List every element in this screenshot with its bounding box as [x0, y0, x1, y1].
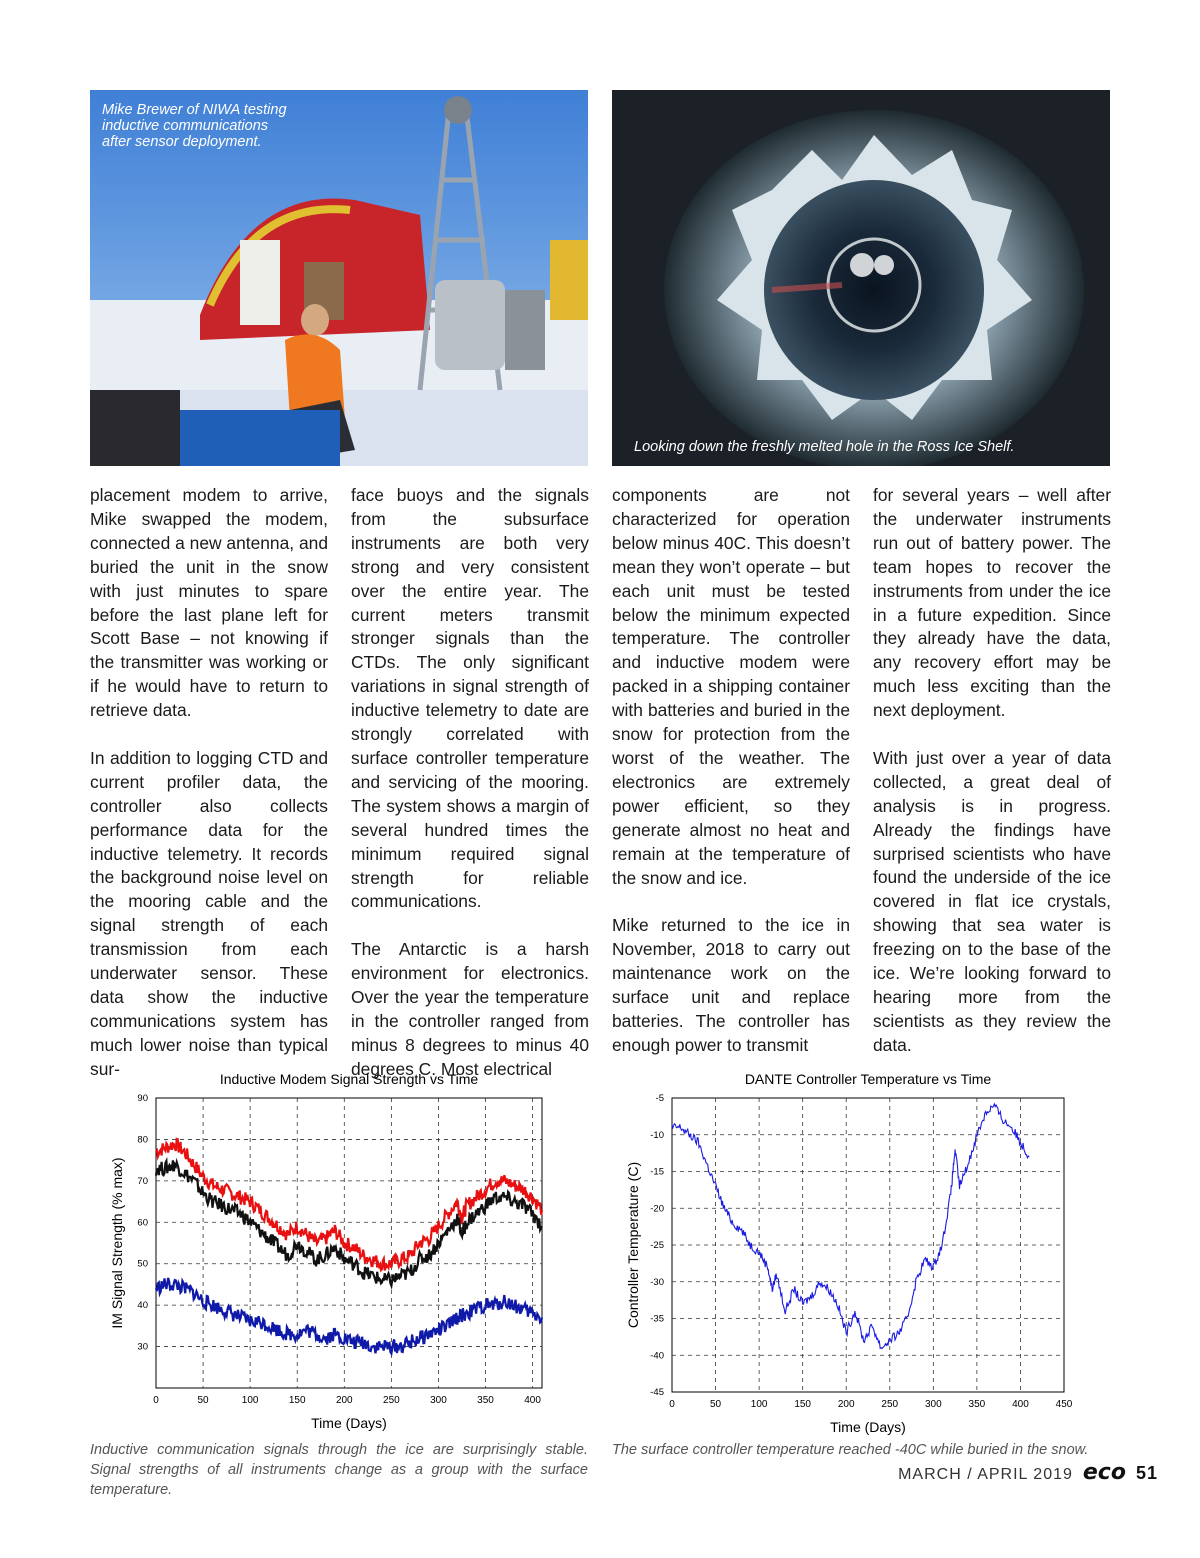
paragraph: The Antarctic is a harsh environment for electronics. Over the year the temperature in the controller ranged from minus 8 degrees to minus 40 degrees C. Most electrical	[351, 939, 589, 1079]
x-tick-label: 200	[335, 1395, 353, 1406]
x-tick-label: 150	[288, 1395, 306, 1406]
issue-date: MARCH / APRIL 2019	[898, 1466, 1073, 1483]
text-column-3	[612, 484, 850, 1058]
y-tick-label: 60	[137, 1217, 148, 1229]
chart-controller-temperature	[612, 1062, 1112, 1447]
photo-caption-left: Mike Brewer of NIWA testing inductive communications after sensor deployment.	[102, 102, 287, 150]
paragraph: placement modem to arrive, Mike swapped the modem, connected a new antenna, and buried the unit in the snow with just minutes to spare before the last plane left for Scott Base – not knowing if the transmitter was working or if he would have to return to retrieve data.	[90, 485, 328, 721]
x-tick-label: 250	[881, 1399, 899, 1410]
y-axis-label: IM Signal Strength (% max)	[109, 1157, 125, 1329]
photo-ice-hole	[612, 90, 1110, 466]
y-tick-label: -10	[650, 1129, 664, 1141]
paragraph: In addition to logging CTD and current profiler data, the controller also collects performance data for the inductive telemetry. It records the background noise level on the mooring cable and the signal strength of each transmission from each underwater sensor. These data show the inductive communications system has much lower noise than typical sur-	[90, 747, 328, 1079]
y-tick-label: -25	[650, 1240, 664, 1251]
x-tick-label: 300	[430, 1395, 447, 1406]
x-tick-label: 150	[794, 1399, 812, 1410]
x-tick-label: 400	[524, 1395, 541, 1406]
page-footer	[898, 1460, 1158, 1485]
y-tick-label: 90	[137, 1093, 148, 1104]
chart-title: DANTE Controller Temperature vs Time	[744, 1071, 992, 1087]
paragraph: components are not characterized for operation below minus 40C. This doesn’t mean they won’t operate – but each unit must be tested below the minimum expected temperature. The controller and inductive modem were packed in a shipping container with batteries and buried in the snow for protection from the worst of the weather. The electronics are extremely power efficient, so they generate almost no heat and remain at the temperature of the snow and ice.	[612, 485, 850, 888]
x-tick-label: 0	[669, 1399, 675, 1410]
x-tick-label: 350	[477, 1395, 494, 1406]
series-line	[672, 1104, 1029, 1349]
y-tick-label: 80	[137, 1134, 148, 1146]
text-column-2	[351, 484, 589, 1082]
text-column-1	[90, 484, 328, 1082]
x-axis-label: Time (Days)	[830, 1419, 906, 1435]
y-tick-label: -15	[650, 1166, 664, 1178]
y-tick-label: 30	[137, 1341, 148, 1353]
photo-ice-camp	[90, 90, 588, 466]
y-tick-label: 50	[137, 1258, 148, 1270]
x-tick-label: 400	[1012, 1399, 1029, 1410]
y-tick-label: 70	[137, 1175, 148, 1187]
y-axis-label: Controller Temperature (C)	[625, 1161, 641, 1329]
page-number: 51	[1135, 1463, 1158, 1483]
x-tick-label: 350	[968, 1399, 986, 1410]
text-column-4	[873, 484, 1111, 1058]
x-tick-label: 100	[750, 1399, 768, 1410]
x-tick-label: 250	[383, 1395, 400, 1406]
x-tick-label: 50	[709, 1399, 722, 1410]
paragraph: With just over a year of data collected, a great deal of analysis is in progress. Already the findings have surprised scientists who have found the underside of the ice covered in flat ice crystals, showing that sea water is freezing on to the base of the ice. We’re looking forward to hearing more from the scientists as they review the data.	[873, 747, 1111, 1055]
chart-title: Inductive Modem Signal Strength vs Time	[219, 1071, 479, 1087]
series-line	[156, 1160, 542, 1285]
y-tick-label: -30	[650, 1276, 664, 1288]
y-tick-label: -5	[655, 1093, 664, 1104]
x-tick-label: 200	[837, 1399, 855, 1410]
x-tick-label: 50	[197, 1395, 209, 1406]
y-tick-label: 40	[137, 1300, 148, 1312]
series-line	[156, 1278, 542, 1354]
paragraph: face buoys and the signals from the subsurface instruments are both very strong and very consistent over the entire year. The current meters transmit stronger signals than the CTDs. The only significant variations in signal strength of inductive telemetry to date are strongly correlated with surface controller temperature and servicing of the mooring. The system shows a margin of several hundred times the minimum required signal strength for reliable communications.	[351, 485, 589, 912]
y-tick-label: -20	[650, 1203, 664, 1215]
x-tick-label: 300	[924, 1399, 942, 1410]
paragraph: for several years – well after the underwater instruments run out of battery power. The team hopes to recover the instruments from under the ice in a future expedition. Since they already have the data, any recovery effort may be much less exciting than the next deployment.	[873, 485, 1111, 721]
x-tick-label: 100	[241, 1395, 259, 1406]
figure-caption-right: The surface controller temperature reached -40C while buried in the snow.	[612, 1442, 1089, 1458]
magazine-logo: eco	[1082, 1460, 1126, 1485]
y-tick-label: -35	[650, 1313, 664, 1325]
y-tick-label: -45	[650, 1387, 664, 1398]
x-tick-label: 0	[153, 1395, 159, 1406]
x-tick-label: 450	[1055, 1399, 1073, 1410]
y-tick-label: -40	[650, 1350, 664, 1362]
chart-signal-strength	[90, 1062, 590, 1437]
x-axis-label: Time (Days)	[311, 1415, 387, 1431]
photo-caption-right: Looking down the freshly melted hole in the Ross Ice Shelf.	[634, 439, 1015, 455]
paragraph: Mike returned to the ice in November, 2018 to carry out maintenance work on the surface unit and replace batteries. The controller has enough power to transmit	[612, 915, 850, 1055]
figure-caption-left: Inductive communication signals through the ice are surprisingly stable. Signal strengths of all instruments change as a group with the surface temperature.	[90, 1442, 588, 1498]
